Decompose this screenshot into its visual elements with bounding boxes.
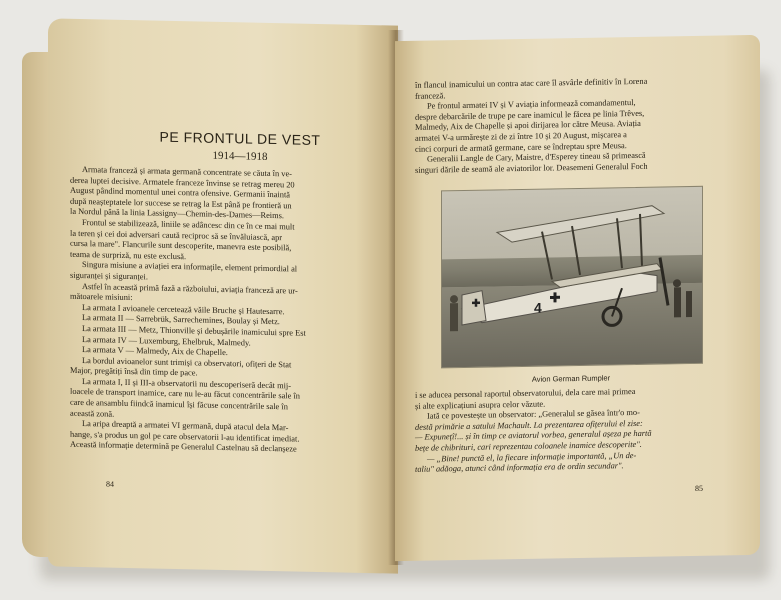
text-line: cinci corpuri de armată germane, care se îndreptau spre Meusa. — [415, 140, 627, 154]
text-line: siguranței și siguranței. — [70, 270, 148, 282]
biplane-illustration — [442, 187, 702, 368]
left-page — [48, 18, 398, 573]
text-line: — Expunețî!... și în timp ce aviatorul vorbea, generalul așeza pe hartă — [415, 429, 652, 443]
airplane-photo — [441, 186, 703, 369]
text-line: La armata III — Metz, Thionville și debușările inamicului spre Est — [82, 323, 306, 338]
right-page — [395, 35, 760, 561]
chapter-dates: 1914—1918 — [212, 149, 268, 163]
text-line: hange, s'a produs un gol pe care observatorii l-au identificat imediat. — [70, 429, 300, 444]
svg-text:4: 4 — [534, 299, 542, 316]
text-line: Pe frontul armatei IV și V aviația informează comandamentul, — [427, 98, 636, 111]
text-line: la teren și cei doi adversari caută reciproc să se învăluiască, apr — [70, 228, 283, 242]
text-line: armatei V-a urmărește zi de zi între 10 și 20 August, mișcarea a — [415, 130, 627, 143]
text-line: singuri dările de seamă ale aviatorilor lor. Deasemeni Generalul Foch — [415, 161, 648, 175]
text-line: Această informație determină pe Generalul Castelnau să declanșeze — [70, 440, 297, 454]
text-line: după neașteptatele lor succese se retrag la Est până pe frontieră un — [70, 196, 292, 211]
text-line: la Nordul până la linia Lassigny—Chemin-des-Dames—Reims. — [70, 207, 284, 221]
text-line: i se aducea personal raportul observatorului, dela care mai primea — [415, 386, 636, 400]
left-page-number: 84 — [106, 479, 114, 489]
text-line: această zonă. — [70, 408, 115, 419]
text-line: Malmedy, Aix de Chapelle și apoi dirijarea lor către Meusa. Aviația — [415, 119, 641, 133]
text-line: La armata II — Sarrebrük, Sarrechemines, Boulay și Metz. — [82, 313, 280, 327]
text-line: derea luptei decisive. Armatele franceze învinse se retrag mereu 20 — [70, 175, 295, 190]
text-line: teama de surpriză, nu este exclusă. — [70, 249, 187, 261]
text-line: mătoarele misiuni: — [70, 291, 133, 303]
text-line: La armata V — Malmedy, Aix de Chapelle. — [82, 345, 228, 358]
right-page-number: 85 — [695, 483, 703, 493]
text-line: în flancul inamicului un contra atac care îl asvârle definitiv în Lorena — [415, 76, 648, 90]
right-top-text — [415, 75, 755, 176]
text-line: despre debarcările de trupe pe care inamicul le făcea pe linia Trêves, — [415, 108, 645, 122]
text-line: La aripa dreaptă a armatei VI germană, după atacul dela Mar- — [82, 419, 289, 433]
text-line: taliu" adăoga, atunci când informația era de ordin secundar". — [415, 461, 624, 474]
text-line: și alte explicațiuni asupra celor văzute. — [415, 399, 546, 411]
text-line: Generalii Langle de Cary, Maistre, d'Esperey tineau să primească — [427, 150, 646, 164]
chapter-title: PE FRONTUL DE VEST — [159, 128, 321, 149]
text-line: cursa la mare". Flancurile sunt descoperite, manevra este posibilă, — [70, 238, 292, 253]
text-line: Singura misiune a aviației era informațile, element primordial al — [82, 260, 298, 274]
text-line: La armata I avioanele cercetează văile Bruche și Hautesarre. — [82, 302, 285, 317]
right-bottom-text — [415, 385, 755, 476]
left-body-text — [70, 165, 390, 458]
text-line: Major, pregătiți însă din timp de pace. — [70, 366, 198, 378]
text-line: Armata franceză și armata germană concentrate se căuta în ve- — [82, 165, 292, 179]
text-line: Astfel în această primă fază a războiului, aviația franceză are ur- — [82, 281, 298, 296]
text-line: La armata IV — Luxemburg, Ehelbruk, Malmedy. — [82, 334, 251, 348]
text-line: Frontul se stabilizează, liniile se adâncesc din ce în ce mai mult — [82, 218, 295, 232]
text-line: Iată ce povestește un observator: „Generalul se găsea într'o mo- — [427, 408, 640, 421]
text-line: destă primărie a satului Machault. La prezentarea ofițerului el zise: — [415, 418, 643, 432]
text-line: La armata I, II și III-a observatorii nu descoperiseră decât mij- — [82, 376, 292, 391]
text-line: La bordul avioanelor sunt trimiși ca observatori, ofițeri de Stat — [82, 355, 292, 370]
text-line: care de ansamblu fiindcă inamicul își făcuse concentrările sale în — [70, 397, 288, 412]
text-line: August pândind momentul unei contra ofensive. Germanii înaintă — [70, 185, 291, 200]
text-line: loacele de transport inamice, care nu le-au făcut concentrările sale în — [70, 387, 300, 402]
text-line: — „Bine! punctă el, la fiecare informație importantă, „Un de- — [427, 450, 637, 464]
photo-caption: Avion German Rumpler — [531, 373, 611, 384]
text-line: franceză. — [415, 90, 446, 101]
text-line: bețe de chibrituri, cari reprezentau coloanele inamice descoperite". — [415, 439, 642, 453]
